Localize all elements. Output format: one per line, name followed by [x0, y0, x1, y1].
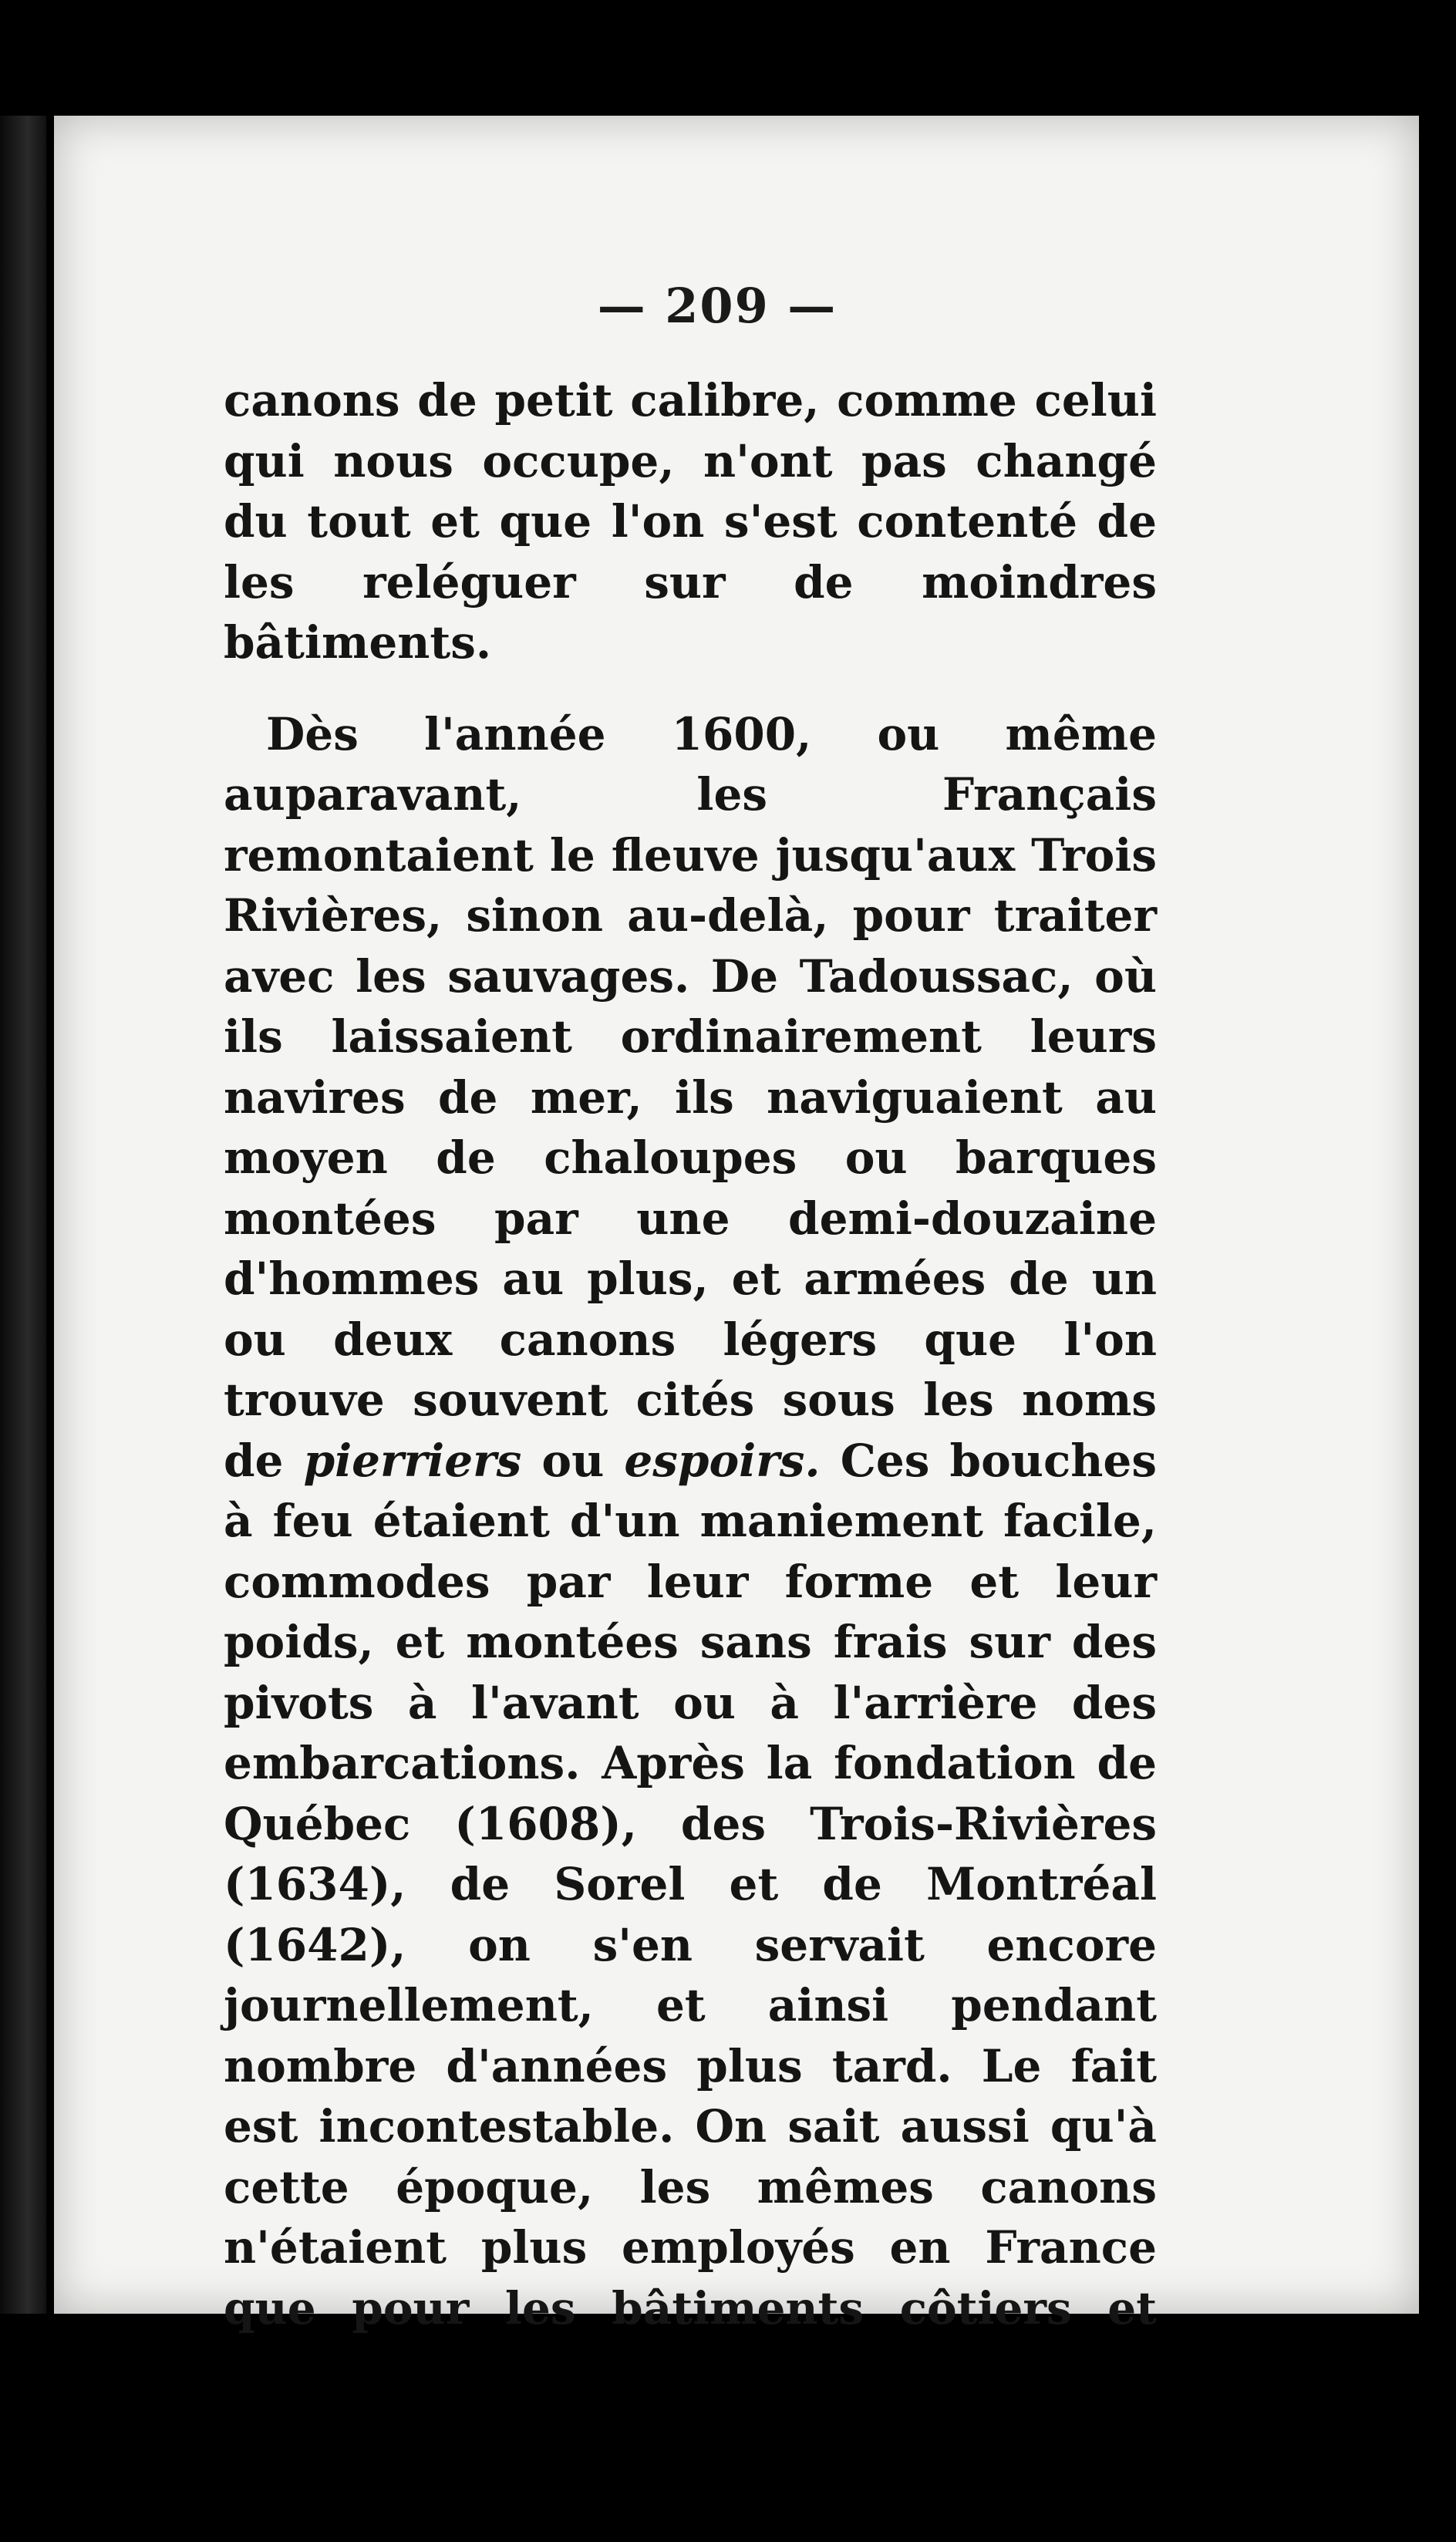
italic-term-espoirs: espoirs.: [624, 1434, 821, 1487]
page-number: — 209 —: [597, 278, 838, 334]
paragraph-2-text-b: ou: [521, 1434, 625, 1487]
paragraph-1-text: canons de petit calibre, comme celui qui nous occupe, n'ont pas changé du tout et que l'on s'est contenté de les reléguer sur de moindres bâtiments.: [224, 374, 1157, 669]
paragraph-2-text-c: Ces bouches à feu étaient d'un maniement facile, commodes par leur forme et leur poids, et montées sans frais sur des pivots à l'avant ou à l'arrière des embarcations. Après la fondation de Québec (1608), des Trois-Rivières (1634), de Sorel et de Montréal (1642), on s'en servait encore journellement, et ainsi pendant nombre d'années plus tard. Le fait est incontestable. On sait aussi qu'à cette époque, les mêmes canons n'étaient plus employés en France que pour les bâtiments côtiers et: [224, 1434, 1157, 2335]
left-page-edge: [0, 116, 46, 2314]
italic-term-pierriers: pierriers: [303, 1434, 522, 1487]
body-text: [224, 370, 1157, 2338]
paragraph-2: [224, 704, 1157, 2339]
paragraph-2-text-a: Dès l'année 1600, ou même auparavant, les Français remontaient le fleuve jusqu'aux Trois Rivières, sinon au-delà, pour traiter avec les sauvages. De Tadoussac, où ils laissaient ordinairement leurs navires de mer, ils naviguaient au moyen de chaloupes ou barques montées par une demi-douzaine d'hommes au plus, et armées de un ou deux canons légers que l'on trouve souvent cités sous les noms de: [224, 707, 1157, 1487]
paragraph-1: [224, 370, 1157, 673]
